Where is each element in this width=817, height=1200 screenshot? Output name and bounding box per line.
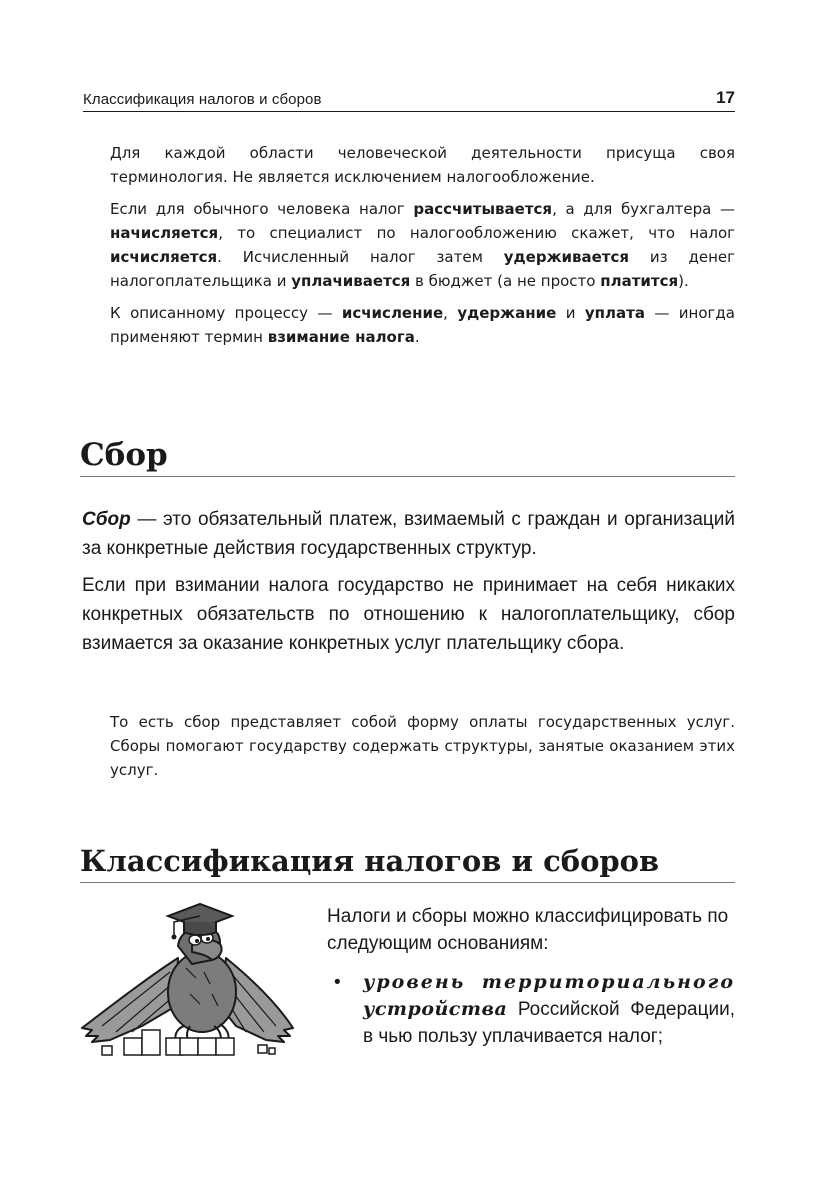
- criterion-text: Российской Федерации, в чью пользу уплачивается налог;: [363, 999, 735, 1047]
- note-paragraph-1: Для каждой области человеческой деятельности присуща своя терминология. Не является исключением налогообложение.: [110, 144, 735, 186]
- term-vzimanie-naloga: взимание налога: [267, 328, 415, 346]
- term-uplata: уплата: [584, 304, 645, 322]
- section-heading-sbor: Сбор: [80, 436, 735, 477]
- sbor-definition: Сбор — это обязательный платеж, взимаемый с граждан и организаций за конкретные действия государственных структур.: [82, 509, 735, 559]
- running-title: Классификация налогов и сборов: [83, 91, 322, 108]
- term-uderzhanie: удержание: [457, 304, 557, 322]
- term-ischislyaetsya: исчисляется: [110, 248, 218, 266]
- criterion-emphasis: уровень территориального: [363, 971, 735, 993]
- term-rasschityvaetsya: рассчитывается: [413, 200, 553, 218]
- sbor-note: [110, 710, 735, 790]
- sbor-term: Сбор: [82, 509, 131, 530]
- running-header: [83, 88, 735, 112]
- page-number: 17: [716, 88, 735, 107]
- term-uplachivaetsya: уплачивается: [291, 272, 411, 290]
- note-paragraph-3: К описанному процессу — исчисление, удержание и уплата — иногда применяют термин взимание налога.: [110, 304, 735, 346]
- term-ischislenie: исчисление: [341, 304, 444, 322]
- criterion-emphasis-2: устройства: [363, 998, 508, 1020]
- list-item: [327, 969, 735, 1050]
- classification-intro: Налоги и сборы можно классифицировать по следующим основаниям:: [327, 906, 729, 954]
- eagle-graduate-illustration: [80, 902, 295, 1057]
- sbor-body: [82, 505, 735, 666]
- sbor-explanation: Если при взимании налога государство не принимает на себя никаких конкретных обязательств по отношению к налогоплательщику, сбор взимается за оказание конкретных услуг плательщику сбора.: [82, 575, 735, 654]
- terminology-note: [110, 141, 735, 357]
- term-uderzhivaetsya: удерживается: [503, 248, 630, 266]
- sbor-note-paragraph: То есть сбор представляет собой форму оплаты государственных услуг. Сборы помогают государству содержать структуры, занятые оказанием этих услуг.: [110, 713, 735, 779]
- bullet-icon: •: [334, 972, 341, 993]
- note-paragraph-2: Если для обычного человека налог рассчитывается, а для бухгалтера — начисляется, то специалист по налогообложению скажет, что налог исчисляется. Исчисленный налог затем удерживается из денег налогоплательщика и уплачивается в бюджет (а не просто платится).: [110, 200, 735, 290]
- classification-list: [327, 969, 735, 1050]
- term-platitsya: платится: [600, 272, 679, 290]
- section-heading-classification: Классификация налогов и сборов: [80, 842, 735, 883]
- term-nachislyaetsya: начисляется: [110, 224, 219, 242]
